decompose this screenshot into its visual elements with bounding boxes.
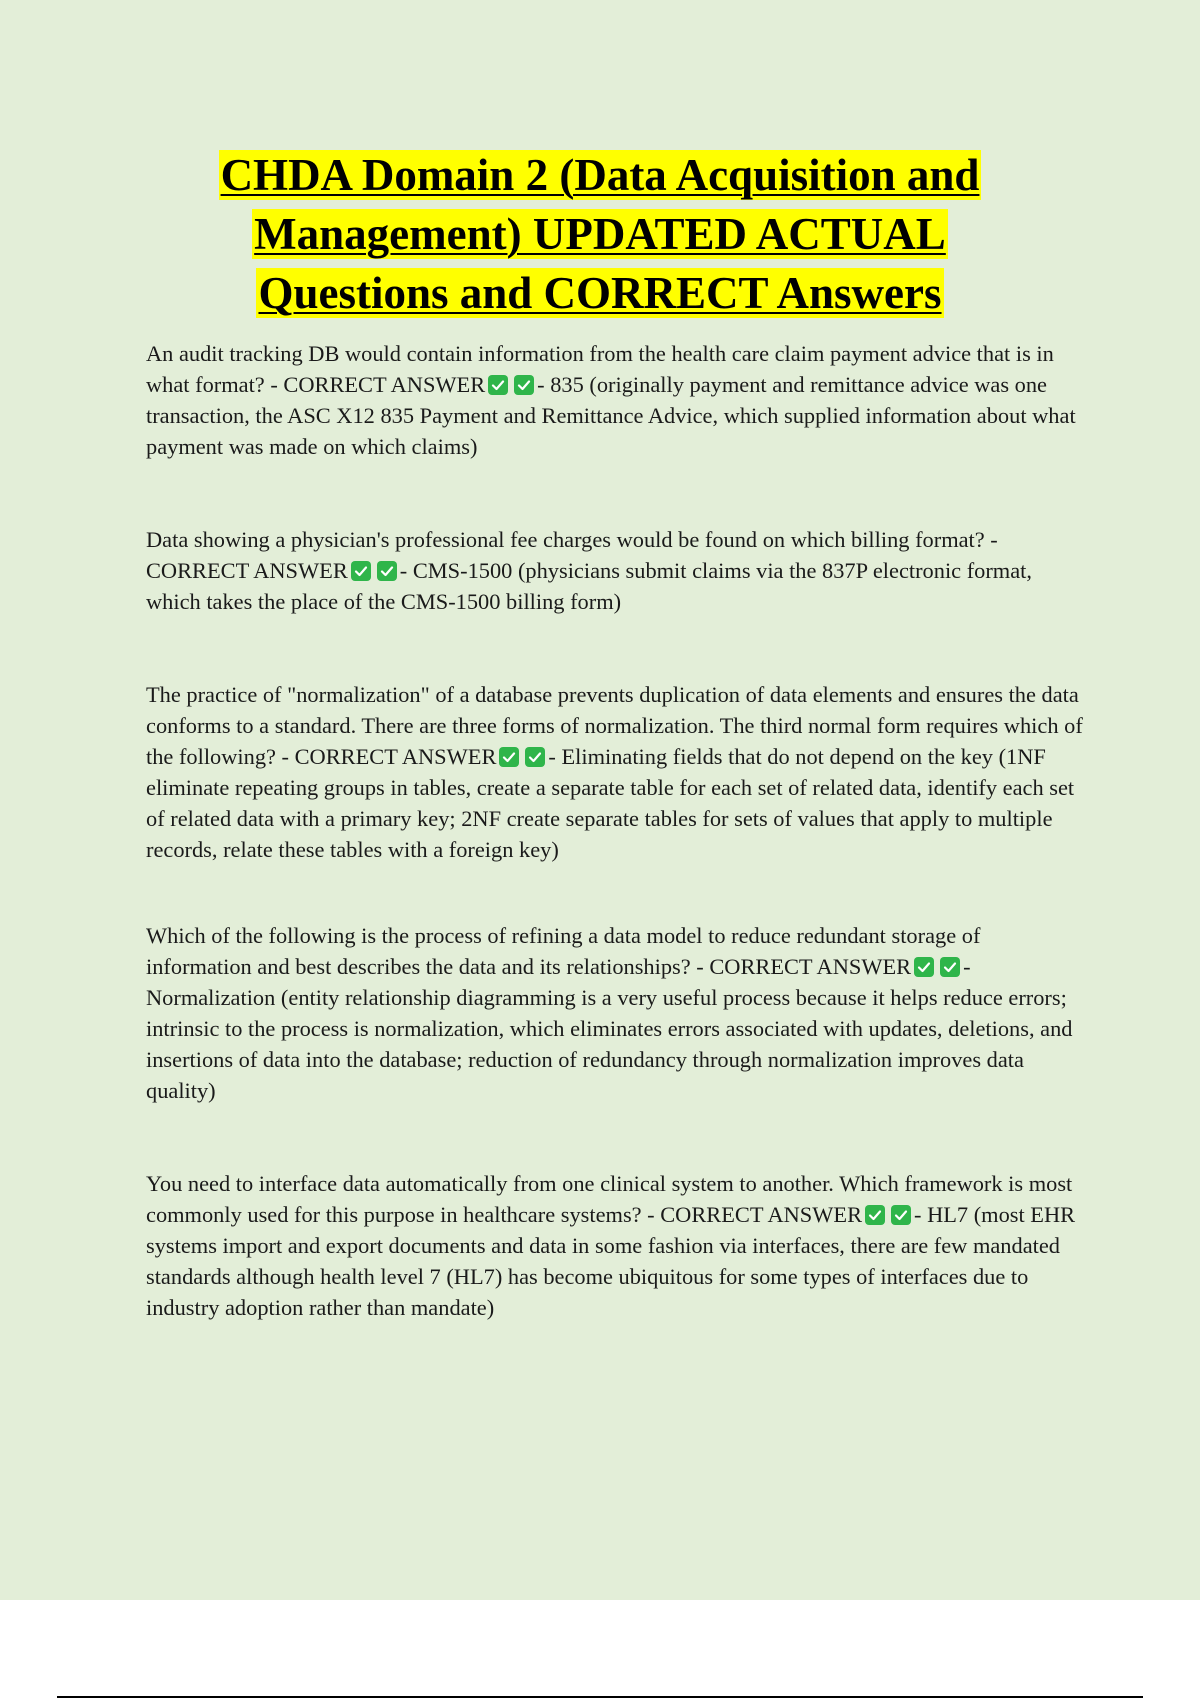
qa-item <box>146 524 1086 617</box>
check-box-icon <box>499 747 519 767</box>
footer-rule <box>57 1696 1143 1698</box>
title-line: Questions and CORRECT Answers <box>258 268 942 318</box>
page-footer-area <box>0 1600 1200 1700</box>
check-box-icon <box>525 747 545 767</box>
answer-text: - Eliminating fields that do not depend on the key (1NF eliminate repeating groups in tables, create a separate table for each set of related data, identify each set of related data with a primary key; 2NF create separate tables for sets of values that apply to multiple records, relate these tables with a foreign key) <box>146 744 1075 862</box>
answer-marker: CORRECT ANSWER <box>146 558 348 583</box>
check-box-icon <box>891 1205 911 1225</box>
check-box-icon <box>377 561 397 581</box>
answer-marker: CORRECT ANSWER <box>283 372 486 397</box>
question-text: Data showing a physician's professional fee charges would be found on which billing format? - <box>146 527 998 552</box>
qa-item <box>146 1168 1086 1323</box>
check-box-icon <box>914 957 934 977</box>
answer-text: - HL7 (most EHR systems import and export documents and data in some fashion via interfaces, there are few mandated standards although health level 7 (HL7) has become ubiquitous for some types of interfaces due to industry adoption rather than mandate) <box>146 1202 1076 1320</box>
question-text: The practice of "normalization" of a database prevents duplication of data elements and ensures the data conforms to a standard. There are three forms of normalization. The third normal form requires which of the following? - <box>146 682 1083 769</box>
check-box-icon <box>940 957 960 977</box>
check-box-icon <box>488 375 508 395</box>
qa-item <box>146 338 1086 462</box>
answer-text: - 835 (originally payment and remittance advice was one transaction, the ASC X12 835 Payment and Remittance Advice, which supplied information about what payment was made on which claims) <box>146 372 1076 459</box>
check-box-icon <box>865 1205 885 1225</box>
qa-item <box>146 920 1086 1106</box>
document-title <box>150 146 1050 323</box>
qa-list <box>146 338 1086 1385</box>
qa-item <box>146 679 1086 865</box>
title-line: Management) UPDATED ACTUAL <box>254 209 946 259</box>
answer-marker: CORRECT ANSWER <box>660 1202 863 1227</box>
question-text: You need to interface data automatically from one clinical system to another. Which framework is most commonly used for this purpose in healthcare systems? - <box>146 1171 1073 1227</box>
check-box-icon <box>514 375 534 395</box>
answer-text: - Normalization (entity relationship diagramming is a very useful process because it helps reduce errors; intrinsic to the process is normalization, which eliminates errors associated with updates, deletions, and insertions of data into the database; reduction of redundancy through normalization improves data quality) <box>146 954 1073 1103</box>
title-line: CHDA Domain 2 (Data Acquisition and <box>220 150 980 200</box>
question-text: Which of the following is the process of refining a data model to reduce redundant storage of information and best describes the data and its relationships? - <box>146 923 981 979</box>
answer-marker: CORRECT ANSWER <box>294 744 497 769</box>
question-text: An audit tracking DB would contain information from the health care claim payment advice that is in what format? - <box>146 341 1054 397</box>
check-box-icon <box>351 561 371 581</box>
answer-text: - CMS-1500 (physicians submit claims via the 837P electronic format, which takes the place of the CMS-1500 billing form) <box>146 558 1032 614</box>
answer-marker: CORRECT ANSWER <box>709 954 912 979</box>
